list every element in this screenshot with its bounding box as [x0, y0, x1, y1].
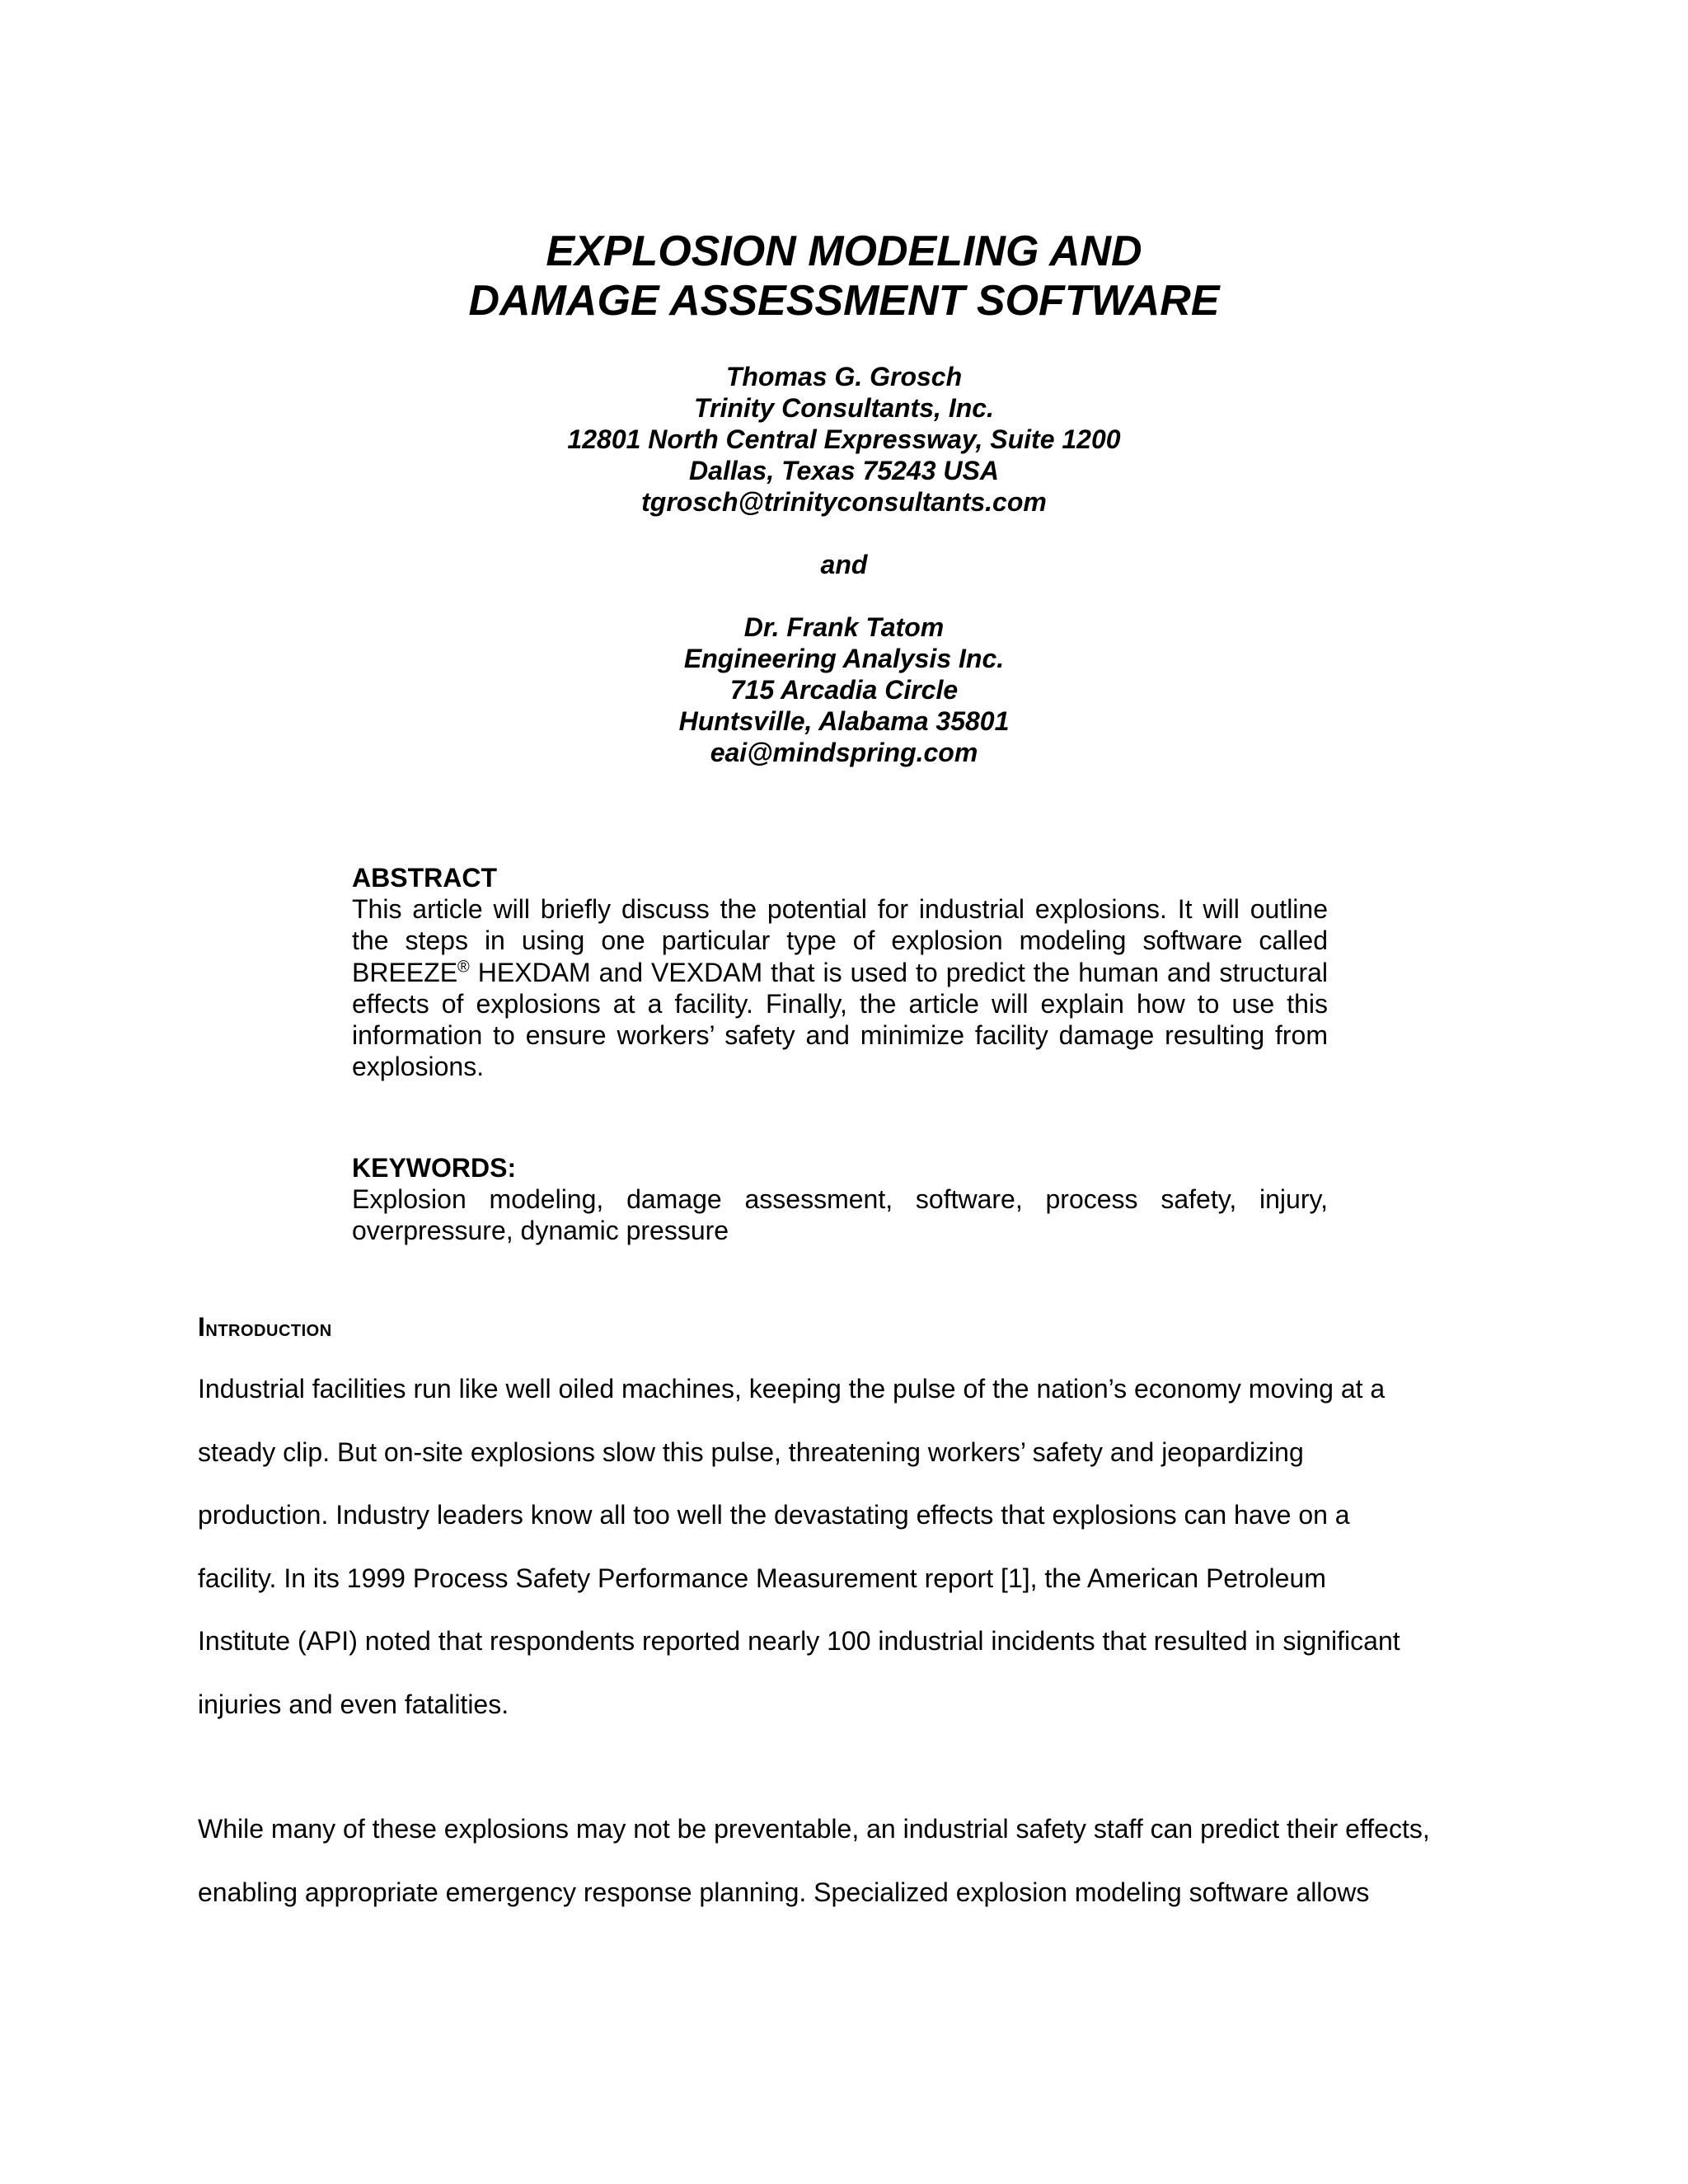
author1-organization: Trinity Consultants, Inc.: [694, 393, 994, 423]
author2-address-line-1: 715 Arcadia Circle: [729, 675, 959, 705]
paragraph-line: injuries and even fatalities.: [198, 1689, 509, 1719]
abstract-text-end: HEXDAM and VEXDAM that is used to predict the human and structural effects of explosions at a facility. Finally, the article will explain how to use this information to ensure workers’ safety and minimize facility damage resulting from explosions.: [352, 957, 1328, 1082]
registered-mark: ®: [457, 957, 470, 976]
author-conjunction: and: [820, 550, 868, 579]
introduction-paragraph-1: [198, 1373, 1492, 1751]
author-block: [0, 361, 1688, 768]
introduction-heading: [198, 1312, 332, 1343]
introduction-heading-rest: ntroduction: [205, 1315, 332, 1341]
author1-address-line-1: 12801 North Central Expressway, Suite 1200: [567, 424, 1121, 454]
paragraph-line: steady clip. But on-site explosions slow this pulse, threatening workers’ safety and jeopardizing: [198, 1436, 1304, 1467]
introduction-paragraph-2: [198, 1813, 1492, 1939]
author1-address-line-2: Dallas, Texas 75243 USA: [689, 456, 999, 485]
title-line-1: EXPLOSION MODELING AND: [546, 227, 1142, 275]
paragraph-line: While many of these explosions may not be preventable, an industrial safety staff can predict their effects,: [198, 1814, 1430, 1844]
author2-name: Dr. Frank Tatom: [743, 612, 945, 642]
abstract-heading: ABSTRACT: [352, 863, 497, 893]
paragraph-line: production. Industry leaders know all too well the devastating effects that explosions can have on a: [198, 1500, 1350, 1530]
keywords-heading: KEYWORDS:: [352, 1153, 517, 1183]
title-line-2: DAMAGE ASSESSMENT SOFTWARE: [468, 277, 1220, 325]
author1-name: Thomas G. Grosch: [725, 362, 963, 391]
paragraph-line: facility. In its 1999 Process Safety Performance Measurement report [1], the American Petroleum: [198, 1563, 1326, 1593]
introduction-heading-initial: I: [198, 1312, 206, 1342]
paragraph-line: Industrial facilities run like well oiled machines, keeping the pulse of the nation’s economy moving at a: [198, 1374, 1386, 1404]
paragraph-line: Institute (API) noted that respondents reported nearly 100 industrial incidents that resulted in significant: [198, 1626, 1400, 1656]
paper-title: [0, 227, 1688, 326]
author-spacer: [0, 580, 1688, 612]
author2-email: eai@mindspring.com: [710, 738, 978, 767]
author2-organization: Engineering Analysis Inc.: [683, 644, 1005, 673]
author-spacer: [0, 518, 1688, 549]
author2-address-line-2: Huntsville, Alabama 35801: [678, 706, 1010, 736]
paragraph-line: enabling appropriate emergency response planning. Specialized explosion modeling software allows: [198, 1877, 1370, 1907]
author1-email: tgrosch@trinityconsultants.com: [641, 487, 1047, 517]
keywords-section: [352, 1152, 1328, 1247]
abstract-text-start: This article will briefly discuss the potential for industrial explosions. It will outline the steps in using one particular type of explosion modeling software called BREEZE: [352, 894, 1328, 987]
abstract-section: [352, 862, 1328, 1083]
abstract-text: [352, 893, 1328, 1083]
keywords-text: Explosion modeling, damage assessment, software, process safety, injury, overpressure, dynamic pressure: [352, 1184, 1328, 1246]
